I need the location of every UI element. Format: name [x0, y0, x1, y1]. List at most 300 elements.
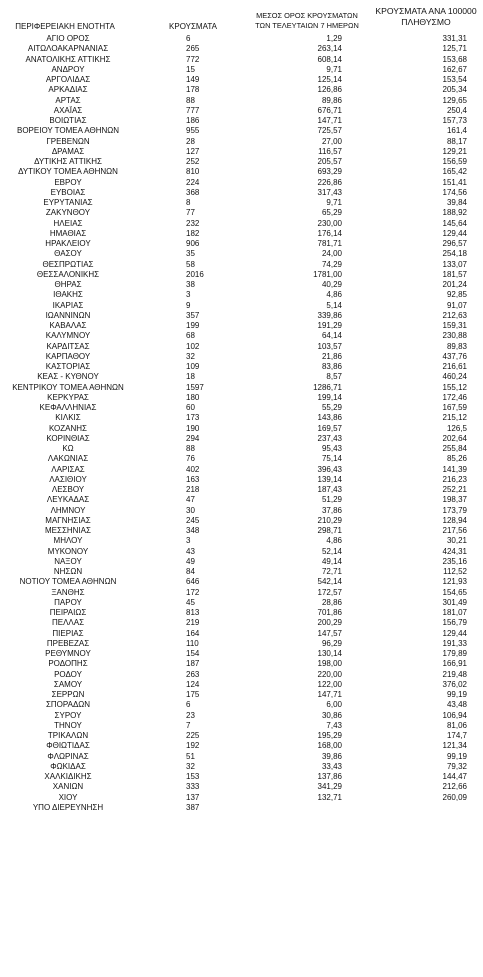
- table-body: [0, 34, 483, 813]
- avg-cell: 64,14: [321, 331, 342, 341]
- avg-cell: 608,14: [317, 54, 342, 64]
- avg-cell: 341,29: [317, 782, 342, 792]
- cases-cell: 154: [186, 649, 200, 658]
- region-cell: ΣΥΡΟΥ: [54, 710, 82, 720]
- table-row: [0, 219, 483, 229]
- table-row: [0, 403, 483, 413]
- region-cell: ΠΕΛΛΑΣ: [51, 618, 85, 628]
- table-row: [0, 752, 483, 762]
- avg-cell: 83,86: [321, 362, 342, 371]
- avg-cell: 191,29: [317, 321, 342, 330]
- cases-cell: 153: [186, 772, 200, 781]
- avg-cell: 55,29: [321, 403, 342, 412]
- per100k-cell: 212,63: [442, 310, 467, 320]
- table-row: [0, 157, 483, 167]
- cases-cell: 164: [186, 628, 200, 638]
- table-row: [0, 208, 483, 218]
- per100k-cell: 112,52: [443, 567, 467, 576]
- table-row: [0, 803, 483, 813]
- table-row: [0, 75, 483, 85]
- per100k-cell: 155,12: [442, 382, 467, 392]
- cases-cell: 180: [186, 392, 200, 402]
- avg-cell: 198,00: [317, 659, 342, 669]
- avg-cell: 103,57: [317, 341, 342, 351]
- table-row: [0, 608, 483, 618]
- table-row: [0, 690, 483, 700]
- table-row: [0, 34, 483, 44]
- region-cell: ΛΕΥΚΑΔΑΣ: [46, 495, 90, 505]
- table-row: [0, 465, 483, 475]
- region-cell: ΑΝΑΤΟΛΙΚΗΣ ΑΤΤΙΚΗΣ: [25, 54, 111, 64]
- cases-cell: 32: [186, 761, 195, 771]
- cases-cell: 6: [186, 700, 191, 710]
- avg-cell: 65,29: [321, 208, 342, 218]
- avg-cell: 116,57: [318, 146, 342, 156]
- table-row: [0, 741, 483, 751]
- region-cell: ΠΕΙΡΑΙΩΣ: [49, 608, 87, 617]
- per100k-cell: 205,34: [442, 85, 467, 95]
- avg-cell: 6,00: [326, 700, 342, 710]
- avg-cell: 52,14: [321, 546, 342, 556]
- region-cell: ΑΝΔΡΟΥ: [51, 64, 85, 74]
- region-cell: ΑΧΑΪΑΣ: [53, 105, 83, 115]
- region-cell: ΜΗΛΟΥ: [53, 536, 83, 546]
- region-cell: ΗΜΑΘΙΑΣ: [49, 228, 87, 238]
- region-cell: ΕΒΡΟΥ: [54, 177, 82, 187]
- table-row: [0, 301, 483, 311]
- avg-cell: 139,14: [317, 474, 342, 484]
- cases-cell: 51: [186, 751, 195, 761]
- avg-cell: 147,71: [317, 690, 342, 699]
- per100k-cell: 156,79: [442, 618, 467, 628]
- per100k-cell: 144,47: [442, 772, 467, 781]
- per100k-cell: 255,84: [442, 444, 467, 453]
- table-row: [0, 352, 483, 362]
- region-cell: ΛΑΚΩΝΙΑΣ: [47, 454, 89, 464]
- per100k-cell: 301,49: [442, 597, 467, 607]
- region-cell: ΚΕΑΣ - ΚΥΘΝΟΥ: [37, 372, 99, 382]
- per100k-cell: 30,21: [446, 536, 467, 546]
- table-row: [0, 106, 483, 116]
- region-cell: ΒΟΡΕΙΟΥ ΤΟΜΕΑ ΑΘΗΝΩΝ: [16, 126, 120, 136]
- per100k-cell: 39,84: [446, 198, 467, 207]
- per100k-cell: 99,19: [446, 751, 467, 761]
- avg-cell: 4,86: [326, 290, 342, 300]
- table-row: [0, 495, 483, 505]
- per100k-cell: 260,09: [442, 792, 467, 802]
- region-cell: ΑΙΤΩΛΟΑΚΑΡΝΑΝΙΑΣ: [27, 44, 109, 54]
- cases-cell: 6: [186, 34, 191, 43]
- region-cell: ΧΑΝΙΩΝ: [52, 782, 84, 792]
- avg-cell: 1,29: [326, 34, 342, 43]
- table-row: [0, 249, 483, 259]
- avg-cell: 147,71: [317, 116, 342, 125]
- region-cell: ΥΠΟ ΔΙΕΡΕΥΝΗΣΗ: [32, 802, 104, 812]
- table-row: [0, 536, 483, 546]
- cases-cell: 252: [186, 157, 200, 166]
- table-row: [0, 762, 483, 772]
- avg-cell: 51,29: [321, 495, 342, 505]
- cases-cell: 30: [186, 505, 195, 515]
- per100k-cell: 201,24: [442, 280, 467, 289]
- avg-cell: 176,14: [317, 228, 342, 238]
- per100k-cell: 212,66: [442, 782, 467, 792]
- per100k-cell: 424,31: [442, 546, 467, 556]
- cases-cell: 387: [186, 802, 200, 812]
- per100k-cell: 156,59: [442, 157, 467, 166]
- per100k-cell: 121,34: [442, 741, 467, 751]
- avg-cell: 74,29: [321, 259, 342, 269]
- cases-cell: 187: [186, 659, 200, 669]
- region-cell: ΖΑΚΥΝΘΟΥ: [45, 208, 91, 218]
- region-cell: ΙΩΑΝΝΙΝΩΝ: [45, 310, 91, 320]
- per100k-cell: 217,56: [442, 526, 467, 535]
- avg-cell: 28,86: [321, 597, 342, 607]
- avg-cell: 125,14: [317, 75, 342, 84]
- table-row: [0, 793, 483, 803]
- region-cell: ΠΑΡΟΥ: [54, 597, 82, 607]
- cases-cell: 646: [186, 577, 200, 587]
- cases-cell: 219: [186, 618, 200, 628]
- region-cell: ΚΕΦΑΛΛΗΝΙΑΣ: [39, 403, 97, 412]
- avg-cell: 1781,00: [313, 269, 342, 279]
- per100k-cell: 85,26: [446, 454, 467, 464]
- avg-cell: 27,00: [321, 136, 342, 146]
- cases-cell: 232: [186, 218, 200, 228]
- cases-cell: 1597: [186, 382, 204, 392]
- cases-cell: 3: [186, 290, 191, 300]
- table-row: [0, 198, 483, 208]
- table-row: [0, 188, 483, 198]
- region-cell: ΜΑΓΝΗΣΙΑΣ: [45, 515, 91, 525]
- avg-cell: 132,71: [317, 792, 342, 802]
- per100k-cell: 89,83: [446, 341, 467, 351]
- region-cell: ΝΑΞΟΥ: [54, 556, 82, 566]
- avg-cell: 9,71: [326, 64, 342, 74]
- region-cell: ΘΗΡΑΣ: [54, 280, 82, 289]
- region-cell: ΛΑΣΙΘΙΟΥ: [49, 474, 87, 484]
- cases-cell: 110: [186, 638, 199, 648]
- table-row: [0, 772, 483, 782]
- cases-cell: 68: [186, 331, 195, 341]
- table-row: [0, 290, 483, 300]
- cases-cell: 124: [186, 679, 200, 689]
- cases-cell: 772: [186, 54, 200, 64]
- cases-cell: 58: [186, 259, 195, 269]
- cases-cell: 192: [186, 741, 200, 751]
- region-cell: ΦΛΩΡΙΝΑΣ: [47, 751, 89, 761]
- avg-cell: 122,00: [317, 679, 342, 689]
- cases-cell: 77: [186, 208, 195, 218]
- region-cell: ΗΛΕΙΑΣ: [53, 218, 83, 228]
- per100k-cell: 43,48: [446, 700, 467, 710]
- table-row: [0, 711, 483, 721]
- per100k-cell: 91,07: [446, 300, 467, 310]
- table-row: [0, 444, 483, 454]
- cases-cell: 906: [186, 239, 200, 248]
- avg-cell: 168,00: [317, 741, 342, 751]
- per100k-cell: 437,76: [442, 351, 467, 361]
- per100k-cell: 106,94: [442, 710, 467, 720]
- per100k-cell: 174,56: [442, 187, 467, 197]
- cases-cell: 47: [186, 495, 195, 505]
- avg-cell: 24,00: [321, 249, 342, 259]
- cases-cell: 18: [186, 372, 195, 382]
- table-row: [0, 577, 483, 587]
- avg-cell: 200,29: [317, 618, 342, 628]
- avg-cell: 339,86: [317, 310, 342, 320]
- table-row: [0, 434, 483, 444]
- cases-cell: 35: [186, 249, 195, 259]
- region-cell: ΤΗΝΟΥ: [54, 720, 82, 730]
- table-row: [0, 516, 483, 526]
- cases-cell: 348: [186, 526, 200, 535]
- per100k-cell: 88,17: [446, 136, 467, 146]
- cases-cell: 175: [186, 690, 200, 699]
- table-row: [0, 372, 483, 382]
- per100k-cell: 161,4: [446, 126, 467, 136]
- table-row: [0, 454, 483, 464]
- header-per-line2: ΠΛΗΘΥΣΜΟ: [401, 16, 451, 27]
- region-cell: ΡΕΘΥΜΝΟΥ: [45, 649, 91, 658]
- per100k-cell: 202,64: [442, 433, 467, 443]
- avg-cell: 781,71: [317, 239, 342, 248]
- table-row: [0, 126, 483, 136]
- region-cell: ΛΕΣΒΟΥ: [51, 485, 85, 494]
- cases-cell: 76: [186, 454, 195, 464]
- per100k-cell: 128,94: [442, 515, 467, 525]
- avg-cell: 230,00: [317, 218, 342, 228]
- region-cell: ΧΑΛΚΙΔΙΚΗΣ: [44, 772, 92, 781]
- cases-cell: 49: [186, 556, 195, 566]
- table-row: [0, 506, 483, 516]
- region-cell: ΑΡΤΑΣ: [55, 95, 81, 105]
- per100k-cell: 145,64: [442, 218, 467, 228]
- region-cell: ΚΩ: [62, 444, 74, 453]
- per100k-cell: 99,19: [446, 690, 467, 699]
- cases-cell: 163: [186, 474, 200, 484]
- cases-cell: 186: [186, 116, 200, 125]
- table-row: [0, 413, 483, 423]
- table-row: [0, 588, 483, 598]
- per100k-cell: 173,79: [442, 505, 467, 515]
- table-row: [0, 342, 483, 352]
- avg-cell: 89,86: [321, 95, 342, 105]
- cases-cell: 955: [186, 126, 200, 136]
- cases-cell: 88: [186, 444, 195, 453]
- cases-cell: 15: [186, 64, 195, 74]
- per100k-cell: 198,37: [442, 495, 467, 505]
- avg-cell: 7,43: [326, 720, 342, 730]
- region-cell: ΔΥΤΙΚΗΣ ΑΤΤΙΚΗΣ: [34, 157, 102, 166]
- region-cell: ΔΥΤΙΚΟΥ ΤΟΜΕΑ ΑΘΗΝΩΝ: [18, 167, 118, 177]
- cases-cell: 28: [186, 136, 195, 146]
- avg-cell: 33,43: [321, 761, 342, 771]
- cases-cell: 182: [186, 228, 200, 238]
- cases-cell: 149: [186, 75, 200, 84]
- per100k-cell: 252,21: [442, 485, 467, 494]
- cases-cell: 810: [186, 167, 200, 177]
- per100k-cell: 181,57: [442, 269, 467, 279]
- table-row: [0, 782, 483, 792]
- region-cell: ΣΑΜΟΥ: [53, 679, 83, 689]
- region-cell: ΦΩΚΙΔΑΣ: [50, 761, 86, 771]
- table-row: [0, 731, 483, 741]
- per100k-cell: 165,42: [442, 167, 467, 177]
- per100k-cell: 153,54: [442, 75, 467, 84]
- cases-cell: 813: [186, 608, 200, 617]
- region-cell: ΛΑΡΙΣΑΣ: [51, 464, 85, 474]
- avg-cell: 226,86: [317, 177, 342, 187]
- region-cell: ΦΘΙΩΤΙΔΑΣ: [46, 741, 90, 751]
- region-cell: ΚΙΛΚΙΣ: [55, 413, 81, 423]
- table-row: [0, 229, 483, 239]
- per100k-cell: 126,5: [446, 423, 467, 433]
- cases-cell: 7: [186, 720, 191, 730]
- avg-cell: 96,29: [321, 638, 342, 648]
- table-row: [0, 331, 483, 341]
- per100k-cell: 254,18: [442, 249, 467, 259]
- avg-cell: 542,14: [317, 577, 342, 587]
- table-row: [0, 178, 483, 188]
- per100k-cell: 174,7: [446, 731, 467, 740]
- cases-cell: 777: [186, 105, 200, 115]
- header-region: ΠΕΡΙΦΕΡΕΙΑΚΗ ΕΝΟΤΗΤΑ: [15, 22, 115, 31]
- avg-cell: 169,57: [317, 423, 342, 433]
- cases-cell: 172: [186, 587, 200, 597]
- cases-cell: 173: [186, 413, 200, 423]
- per100k-cell: 331,31: [442, 34, 467, 43]
- table-row: [0, 321, 483, 331]
- per100k-cell: 167,59: [442, 403, 467, 412]
- avg-cell: 40,29: [321, 280, 342, 289]
- avg-cell: 95,43: [321, 444, 342, 453]
- table-row: [0, 270, 483, 280]
- table-row: [0, 629, 483, 639]
- region-cell: ΔΡΑΜΑΣ: [51, 146, 85, 156]
- cases-cell: 190: [186, 423, 200, 433]
- per100k-cell: 166,91: [442, 659, 467, 669]
- avg-cell: 126,86: [317, 85, 342, 95]
- cases-cell: 32: [186, 351, 195, 361]
- region-cell: ΡΟΔΟΥ: [54, 669, 82, 679]
- table-row: [0, 137, 483, 147]
- cases-cell: 294: [186, 433, 200, 443]
- cases-cell: 263: [186, 669, 200, 679]
- region-cell: ΤΡΙΚΑΛΩΝ: [47, 731, 89, 740]
- avg-cell: 701,86: [317, 608, 342, 617]
- per100k-cell: 230,88: [442, 331, 467, 341]
- per100k-cell: 191,33: [442, 638, 467, 648]
- cases-cell: 245: [186, 515, 200, 525]
- table-row: [0, 485, 483, 495]
- region-cell: ΚΑΡΠΑΘΟΥ: [45, 351, 91, 361]
- per100k-cell: 92,85: [446, 290, 467, 300]
- per100k-cell: 125,71: [442, 44, 467, 54]
- region-cell: ΗΡΑΚΛΕΙΟΥ: [45, 239, 91, 248]
- table-row: [0, 700, 483, 710]
- cases-cell: 265: [186, 44, 200, 54]
- per100k-cell: 460,24: [442, 372, 467, 382]
- region-cell: ΚΟΡΙΝΘΙΑΣ: [46, 433, 90, 443]
- per100k-cell: 141,39: [442, 464, 467, 474]
- per100k-cell: 129,44: [442, 228, 467, 238]
- cases-cell: 45: [186, 597, 195, 607]
- table-row: [0, 721, 483, 731]
- region-cell: ΙΚΑΡΙΑΣ: [52, 300, 84, 310]
- table-row: [0, 526, 483, 536]
- region-cell: ΣΕΡΡΩΝ: [51, 690, 85, 699]
- table-row: [0, 260, 483, 270]
- region-cell: ΒΟΙΩΤΙΑΣ: [49, 116, 87, 125]
- avg-cell: 172,57: [317, 587, 342, 597]
- cases-cell: 199: [186, 321, 200, 330]
- table-row: [0, 116, 483, 126]
- region-cell: ΚΑΒΑΛΑΣ: [49, 321, 87, 330]
- region-cell: ΚΟΖΑΝΗΣ: [48, 423, 88, 433]
- table-row: [0, 280, 483, 290]
- region-cell: ΕΥΒΟΙΑΣ: [50, 187, 86, 197]
- per100k-cell: 172,46: [442, 392, 467, 402]
- cases-cell: 88: [186, 95, 195, 105]
- region-cell: ΚΑΣΤΟΡΙΑΣ: [45, 362, 91, 371]
- per100k-cell: 219,48: [442, 669, 467, 679]
- table-row: [0, 639, 483, 649]
- avg-cell: 205,57: [317, 157, 342, 166]
- per100k-cell: 376,02: [442, 679, 467, 689]
- cases-cell: 357: [186, 310, 200, 320]
- header-avg-line2: ΤΩΝ ΤΕΛΕΥΤΑΙΩΝ 7 ΗΜΕΡΩΝ: [255, 21, 359, 30]
- table-row: [0, 475, 483, 485]
- avg-cell: 220,00: [317, 669, 342, 679]
- avg-cell: 9,71: [326, 198, 342, 207]
- per100k-cell: 162,67: [442, 64, 467, 74]
- cases-cell: 84: [186, 567, 195, 576]
- region-cell: ΝΗΣΩΝ: [53, 567, 83, 576]
- table-row: [0, 393, 483, 403]
- header-per-100k: [370, 6, 482, 36]
- avg-cell: 30,86: [321, 710, 342, 720]
- header-per-line1: ΚΡΟΥΣΜΑΤΑ ΑΝΑ 100000: [375, 6, 477, 16]
- table-row: [0, 680, 483, 690]
- cases-cell: 137: [186, 792, 200, 802]
- per100k-cell: 159,31: [442, 321, 467, 330]
- avg-cell: 317,43: [317, 187, 342, 197]
- region-cell: ΘΑΣΟΥ: [54, 249, 82, 259]
- header-avg-line1: ΜΕΣΟΣ ΟΡΟΣ ΚΡΟΥΣΜΑΤΩΝ: [256, 11, 358, 20]
- cases-cell: 38: [186, 280, 195, 289]
- per100k-cell: 129,21: [442, 146, 467, 156]
- table-row: [0, 311, 483, 321]
- region-cell: ΚΑΡΔΙΤΣΑΣ: [46, 341, 90, 351]
- region-cell: ΘΕΣΠΡΩΤΙΑΣ: [42, 259, 94, 269]
- per100k-cell: 179,89: [442, 649, 467, 658]
- per100k-cell: 133,07: [442, 259, 467, 269]
- avg-cell: 75,14: [321, 454, 342, 464]
- region-cell: ΞΑΝΘΗΣ: [51, 587, 85, 597]
- region-cell: ΑΓΙΟ ΟΡΟΣ: [46, 34, 90, 43]
- avg-cell: 21,86: [321, 351, 342, 361]
- cases-cell: 224: [186, 177, 200, 187]
- table-row: [0, 96, 483, 106]
- region-cell: ΡΟΔΟΠΗΣ: [48, 659, 88, 669]
- avg-cell: 676,71: [317, 105, 342, 115]
- cases-cell: 368: [186, 187, 200, 197]
- avg-cell: 130,14: [317, 649, 342, 658]
- per100k-cell: 153,68: [442, 54, 467, 64]
- avg-cell: 195,29: [317, 731, 342, 740]
- table-row: [0, 424, 483, 434]
